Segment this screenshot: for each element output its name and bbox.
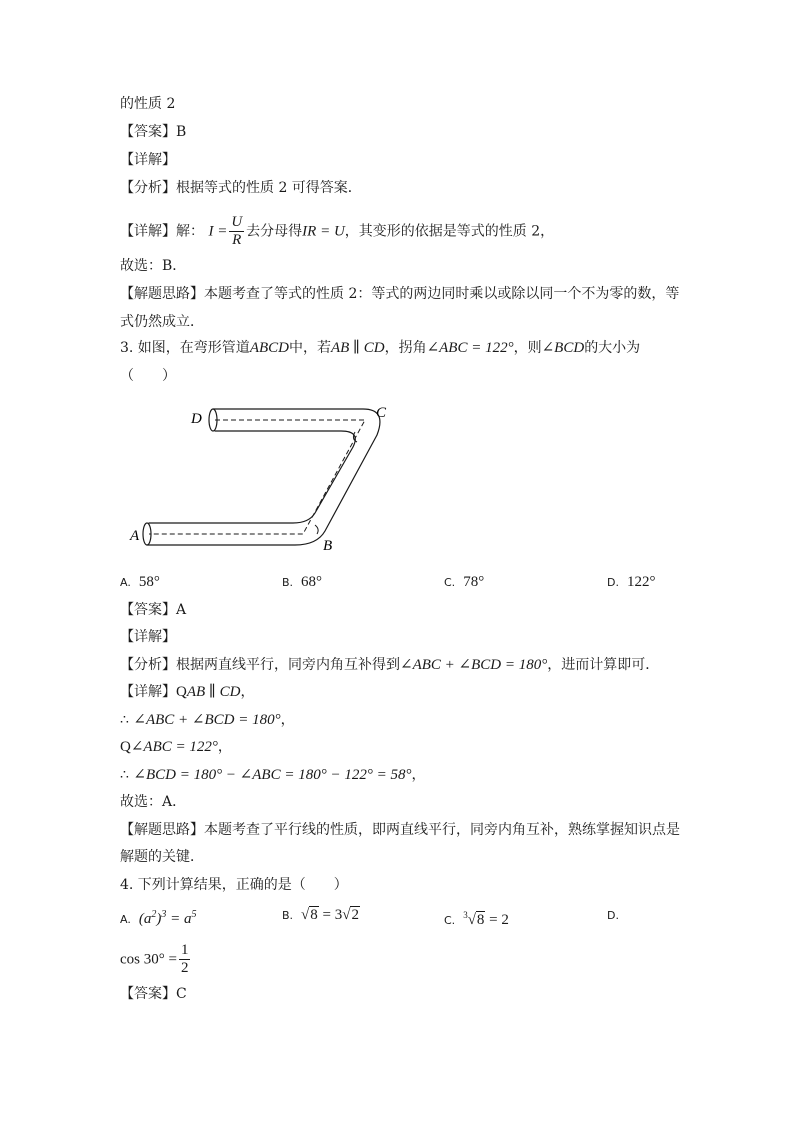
fraction xyxy=(179,942,191,977)
detail-heading xyxy=(120,150,176,170)
solution-step xyxy=(120,682,254,702)
section-tag: 【答案】 xyxy=(120,986,176,1002)
question-3-paren xyxy=(120,366,176,386)
option-b[interactable] xyxy=(282,905,360,926)
step-math: AB ∥ CD xyxy=(186,684,241,700)
fraction-numerator: 1 xyxy=(180,942,189,958)
idea-text: 本题考查了等式的性质 2：等式的两边同时乘以或除以同一个不为零的数，等 xyxy=(204,286,680,302)
pipe-inner-edge xyxy=(149,431,355,523)
stem-math: AB ∥ CD xyxy=(330,340,385,356)
formula-part: = 2 xyxy=(485,912,509,928)
option-value: 122° xyxy=(626,574,656,590)
stem-text: 的大小为 xyxy=(584,340,641,356)
vertex-label-d: D xyxy=(191,411,202,427)
pipe-figure xyxy=(125,395,395,560)
section-tag: 【分析】 xyxy=(120,657,176,673)
text-line xyxy=(120,256,186,276)
radical-sign: √ xyxy=(301,907,310,923)
radical-sign: √ xyxy=(467,912,476,928)
option-letter: B. xyxy=(282,576,294,589)
stem-text: ，则 xyxy=(513,340,542,356)
analysis-text: 根据两直线平行，同旁内角互补得到 xyxy=(176,657,400,673)
idea-line xyxy=(120,284,679,304)
radicand: 8 xyxy=(310,907,318,923)
option-formula xyxy=(463,912,509,928)
vertex-label-a: A xyxy=(130,528,140,544)
option-letter: D. xyxy=(607,576,619,589)
fraction xyxy=(229,214,244,249)
solution-step xyxy=(120,710,295,730)
choose-text: 故选：A． xyxy=(120,794,187,810)
fraction-numerator: U xyxy=(231,214,243,230)
idea-text-cont: 解题的关键． xyxy=(120,849,204,865)
option-formula xyxy=(139,911,197,927)
option-a[interactable] xyxy=(120,905,196,930)
option-c[interactable] xyxy=(444,572,484,593)
detail-mid: 去分母得 xyxy=(246,223,303,240)
because-symbol: Q xyxy=(120,739,131,755)
option-a[interactable] xyxy=(120,572,160,593)
formula-lhs: cos 30° = xyxy=(120,951,177,968)
root-index: 3 xyxy=(463,910,468,920)
option-letter: D. xyxy=(607,909,619,922)
step-punct: ， xyxy=(411,767,426,783)
step-math: ∠BCD = 180° − ∠ABC = 180° − 122° = 58° xyxy=(133,767,412,783)
formula-part: (a xyxy=(138,911,152,927)
text-line xyxy=(120,792,186,812)
option-value: 68° xyxy=(301,574,323,590)
formula-exponent: 2 xyxy=(151,909,157,920)
option-c[interactable] xyxy=(444,905,509,931)
analysis-line xyxy=(120,178,362,198)
analysis-math: ∠ABC + ∠BCD = 180° xyxy=(400,657,548,673)
stem-text: 4. 下列计算结果，正确的是（ ） xyxy=(120,877,348,893)
question-4-stem xyxy=(120,875,348,895)
question-3-stem xyxy=(120,338,640,358)
radicand: 2 xyxy=(351,907,359,923)
option-letter: A. xyxy=(120,576,131,589)
section-tag: 【解题思路】 xyxy=(120,286,204,302)
stem-text: ，拐角 xyxy=(384,340,427,356)
formula-part: = 3 xyxy=(318,907,343,923)
detail-prefix: 解： xyxy=(176,223,204,240)
formula-part: = a xyxy=(166,911,192,927)
fraction-denominator: 2 xyxy=(180,960,189,976)
option-d[interactable] xyxy=(607,572,655,593)
option-value: 58° xyxy=(138,574,160,590)
section-tag: 【详解】 xyxy=(120,152,176,168)
answer-value: B xyxy=(176,124,187,140)
option-letter: C. xyxy=(444,914,456,927)
formula-exponent: 3 xyxy=(161,909,167,920)
option-value: 78° xyxy=(463,574,485,590)
detail-line xyxy=(120,214,554,249)
answer-value: A xyxy=(176,602,187,618)
formula-exponent: 5 xyxy=(191,909,197,920)
analysis-text: ，进而计算即可． xyxy=(547,657,660,673)
section-tag: 【答案】 xyxy=(120,124,176,140)
line-text: 的性质 2 xyxy=(120,96,176,112)
text-line xyxy=(120,847,204,867)
option-d-formula xyxy=(120,942,192,977)
option-letter: C. xyxy=(444,576,456,589)
stem-math: ∠BCD xyxy=(541,340,585,356)
radical-sign: √ xyxy=(342,907,351,923)
step-punct: ， xyxy=(217,739,232,755)
fraction-denominator: R xyxy=(232,232,242,248)
answer-line xyxy=(120,600,186,620)
vertex-label-c: C xyxy=(376,405,387,421)
section-tag: 【详解】 xyxy=(120,223,176,240)
step-math: ∠ABC + ∠BCD = 180° xyxy=(133,712,281,728)
idea-text-cont: 式仍然成立． xyxy=(120,314,204,330)
idea-line xyxy=(120,820,680,840)
solution-step xyxy=(120,737,232,757)
section-tag: 【详解】 xyxy=(120,629,176,645)
choose-text: 故选：B． xyxy=(120,258,187,274)
formula-eq: IR = U xyxy=(302,223,345,240)
therefore-symbol: ∴ xyxy=(120,767,129,783)
stem-text: 中，若 xyxy=(288,340,331,356)
option-letter: A. xyxy=(120,913,131,926)
angle-mark-b xyxy=(315,525,318,534)
text-line xyxy=(120,312,204,332)
analysis-text: 根据等式的性质 2 可得答案． xyxy=(176,180,362,196)
pipe-outer-edge xyxy=(147,409,380,545)
vertex-label-b: B xyxy=(323,538,333,554)
detail-post: ，其变形的依据是等式的性质 2， xyxy=(344,223,555,240)
solution-step xyxy=(120,765,425,785)
section-tag: 【详解】 xyxy=(120,684,176,700)
therefore-symbol: ∴ xyxy=(120,712,129,728)
formula-part: ) xyxy=(156,911,162,927)
because-symbol: Q xyxy=(176,684,187,700)
answer-blank: （ ） xyxy=(120,368,176,384)
text-line xyxy=(120,94,175,114)
option-d[interactable] xyxy=(607,905,627,926)
detail-heading xyxy=(120,627,176,647)
section-tag: 【解题思路】 xyxy=(120,822,204,838)
step-punct: ， xyxy=(280,712,295,728)
answer-line xyxy=(120,984,187,1004)
formula-lhs: I = xyxy=(208,223,228,240)
section-tag: 【答案】 xyxy=(120,602,176,618)
option-formula xyxy=(301,906,360,923)
idea-text: 本题考查了平行线的性质，即两直线平行，同旁内角互补，熟练掌握知识点是 xyxy=(204,822,680,838)
section-tag: 【分析】 xyxy=(120,180,176,196)
option-b[interactable] xyxy=(282,572,322,593)
analysis-line xyxy=(120,655,659,675)
stem-math: ABCD xyxy=(249,340,289,356)
answer-value: C xyxy=(176,986,187,1002)
step-math: ∠ABC = 122° xyxy=(130,739,218,755)
step-punct: ， xyxy=(240,684,255,700)
answer-line xyxy=(120,122,186,142)
stem-text: 3. 如图，在弯形管道 xyxy=(120,340,250,356)
stem-math: ∠ABC = 122° xyxy=(426,340,514,356)
option-letter: B. xyxy=(282,909,294,922)
radicand: 8 xyxy=(476,912,485,928)
